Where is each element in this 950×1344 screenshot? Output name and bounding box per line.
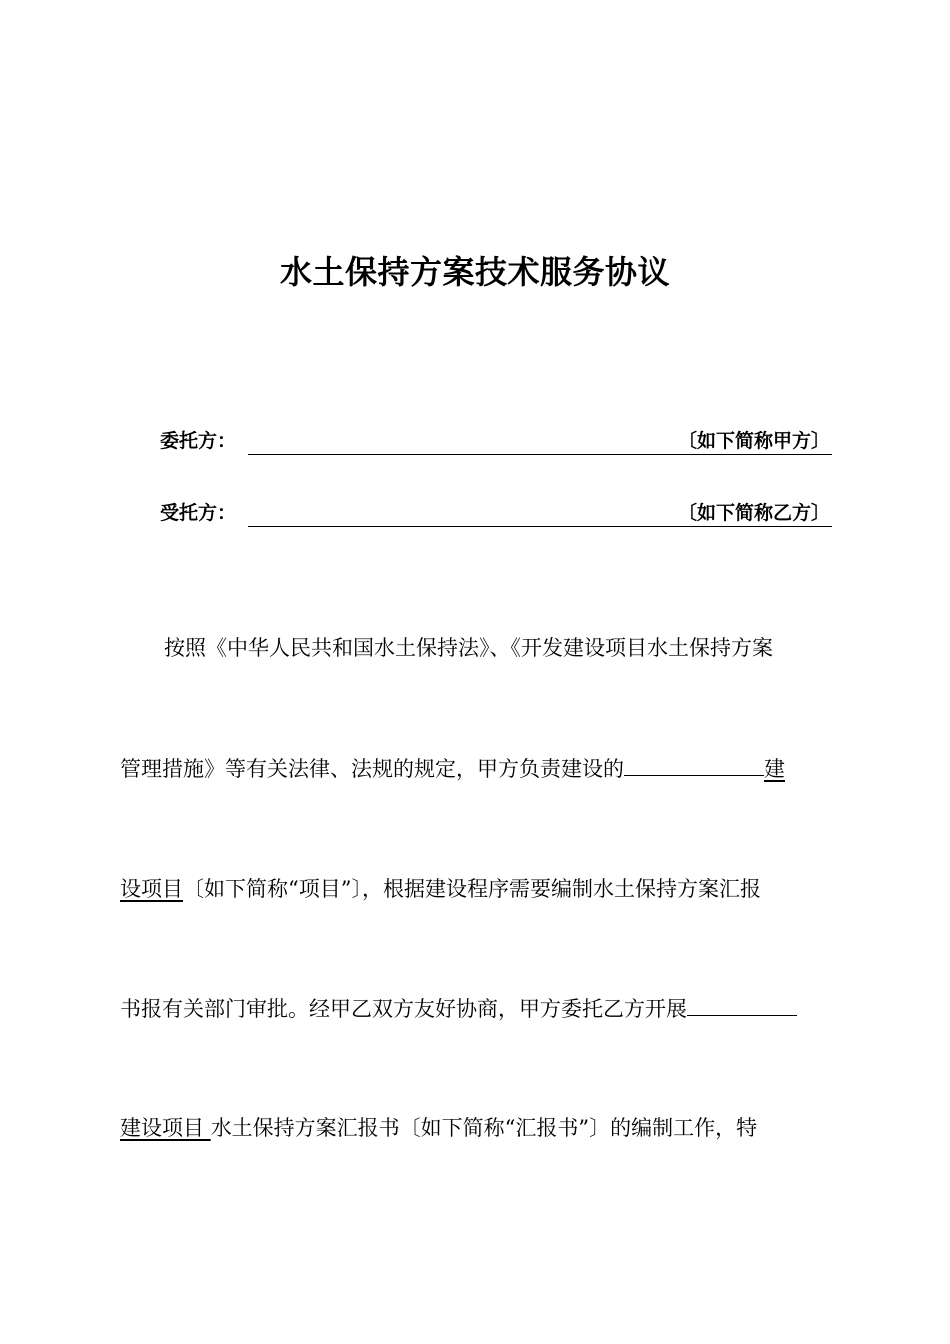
body-line-2 bbox=[120, 749, 833, 789]
body-text: 书报有关部门审批。经甲乙双方友好协商，甲方委托乙方开展 bbox=[120, 997, 687, 1021]
body-line-4 bbox=[120, 989, 833, 1029]
body-text: 水土保持方案汇报书〔如下简称“汇报书”〕的编制工作，特 bbox=[210, 1116, 758, 1140]
body-text: 管理措施》等有关法律、法规的规定，甲方负责建设的 bbox=[120, 757, 624, 781]
body-line-3 bbox=[120, 869, 833, 909]
project-name-blank bbox=[624, 753, 764, 776]
body-text-underlined: 建设项目 bbox=[120, 1116, 211, 1140]
client-abbreviation: 〔如下简称甲方〕 bbox=[677, 430, 830, 452]
body-text: 〔如下简称“项目”〕，根据建设程序需要编制水土保持方案汇报 bbox=[183, 877, 761, 901]
document-title: 水土保持方案技术服务协议 bbox=[279, 253, 670, 291]
client-party-line bbox=[160, 424, 832, 458]
contractor-abbreviation: 〔如下简称乙方〕 bbox=[677, 502, 830, 524]
contractor-label: 受托方： bbox=[160, 502, 237, 524]
project-blank bbox=[687, 993, 797, 1016]
body-text-underlined: 建 bbox=[764, 757, 785, 781]
body-line-1 bbox=[164, 628, 833, 668]
body-text: 按照《中华人民共和国水土保持法》、《开发建设项目水土保持方案 bbox=[164, 636, 773, 660]
body-line-5 bbox=[120, 1108, 833, 1148]
contractor-party-line bbox=[160, 496, 832, 530]
client-label: 委托方： bbox=[160, 430, 237, 452]
body-text-underlined: 设项目 bbox=[120, 877, 183, 901]
